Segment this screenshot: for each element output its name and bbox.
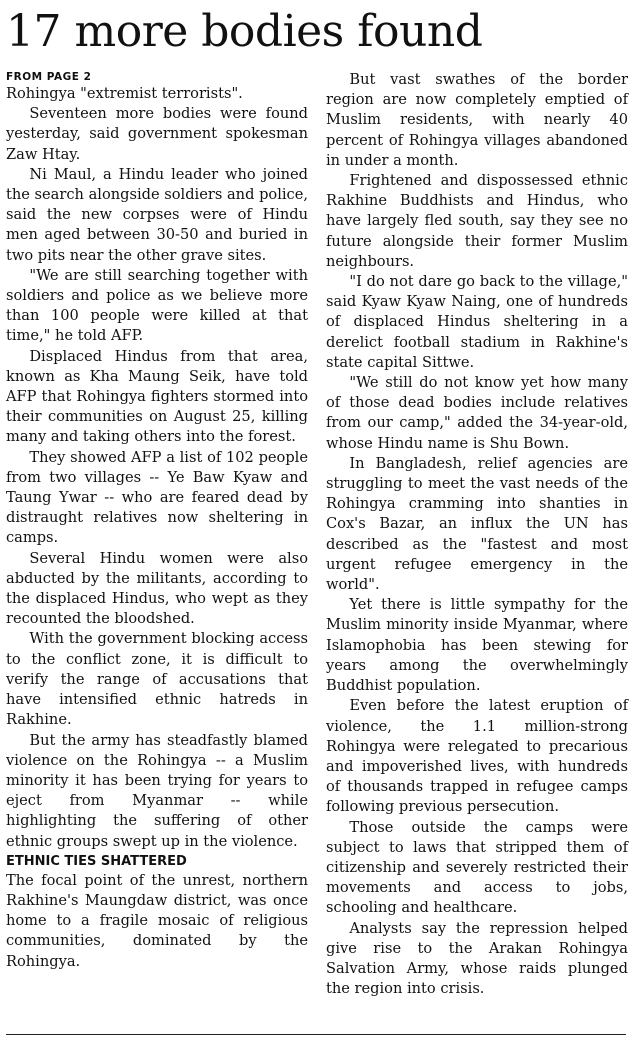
left-column — [6, 70, 308, 972]
paragraph: They showed AFP a list of 102 people from two villages -- Ye Baw Kyaw and Taung Ywar -- who are feared dead by distraught relatives now sheltering in camps. — [6, 448, 308, 547]
paragraph: But the army has steadfastly blamed violence on the Rohingya -- a Muslim minority it has been trying for years to eject from Myanmar -- while highlighting the suffering of other ethnic groups swept up in the violence. — [6, 731, 308, 850]
paragraph: Analysts say the repression helped give rise to the Arakan Rohingya Salvation Army, whose raids plunged the region into crisis. — [326, 919, 628, 998]
paragraph: Yet there is little sympathy for the Muslim minority inside Myanmar, where Islamophobia has been stewing for years among the overwhelmingly Buddhist population. — [326, 596, 628, 695]
paragraph: Those outside the camps were subject to laws that stripped them of citizenship and severely restricted their movements and access to jobs, schooling and healthcare. — [326, 818, 628, 917]
jump-label: FROM PAGE 2 — [6, 71, 92, 83]
paragraph: Even before the latest eruption of violence, the 1.1 million-strong Rohingya were relegated to precarious and impoverished lives, with hundreds of thousands trapped in refugee camps following previous persecution. — [326, 697, 628, 816]
paragraph: "We still do not know yet how many of those dead bodies include relatives from our camp," added the 34-year-old, whose Hindu name is Shu Bown. — [326, 374, 628, 452]
paragraph: Several Hindu women were also abducted by the militants, according to the displaced Hindus, who wept as they recounted the bloodshed. — [6, 549, 308, 628]
right-column — [326, 70, 628, 999]
paragraph: But vast swathes of the border region are now completely emptied of Muslim residents, with nearly 40 percent of Rohingya villages abandoned in under a month. — [326, 71, 628, 169]
headline: 17 more bodies found — [6, 6, 483, 57]
paragraph: Ni Maul, a Hindu leader who joined the search alongside soldiers and police, said the new corpses were of Hindu men aged between 30-50 and buried in two pits near the other grave sites. — [6, 165, 308, 264]
paragraph: Rohingya "extremist terrorists". — [6, 85, 243, 102]
paragraph: Frightened and dispossessed ethnic Rakhine Buddhists and Hindus, who have largely fled south, say they see no future alongside their former Muslim neighbours. — [326, 172, 628, 270]
paragraph: In Bangladesh, relief agencies are struggling to meet the vast needs of the Rohingya cramming into shanties in Cox's Bazar, an influx the UN has described as the "fastest and most urgent refugee emergency in the world". — [326, 454, 628, 594]
paragraph: Seventeen more bodies were found yesterday, said government spokesman Zaw Htay. — [6, 105, 308, 163]
bottom-rule — [6, 1034, 626, 1035]
section-subhead: ETHNIC TIES SHATTERED — [6, 853, 187, 869]
paragraph: The focal point of the unrest, northern Rakhine's Maungdaw district, was once home to a fragile mosaic of religious communities, dominated by the Rohingya. — [6, 871, 308, 970]
paragraph: With the government blocking access to the conflict zone, it is difficult to verify the range of accusations that have intensified ethnic hatreds in Rakhine. — [6, 630, 308, 729]
paragraph: "I do not dare go back to the village," said Kyaw Kyaw Naing, one of hundreds of displaced Hindus sheltering in a derelict football stadium in Rakhine's state capital Sittwe. — [326, 273, 628, 371]
paragraph: "We are still searching together with soldiers and police as we believe more than 100 people were killed at that time," he told AFP. — [6, 266, 308, 345]
paragraph: Displaced Hindus from that area, known as Kha Maung Seik, have told AFP that Rohingya fighters stormed into their communities on August 25, killing many and taking others into the forest. — [6, 347, 308, 446]
